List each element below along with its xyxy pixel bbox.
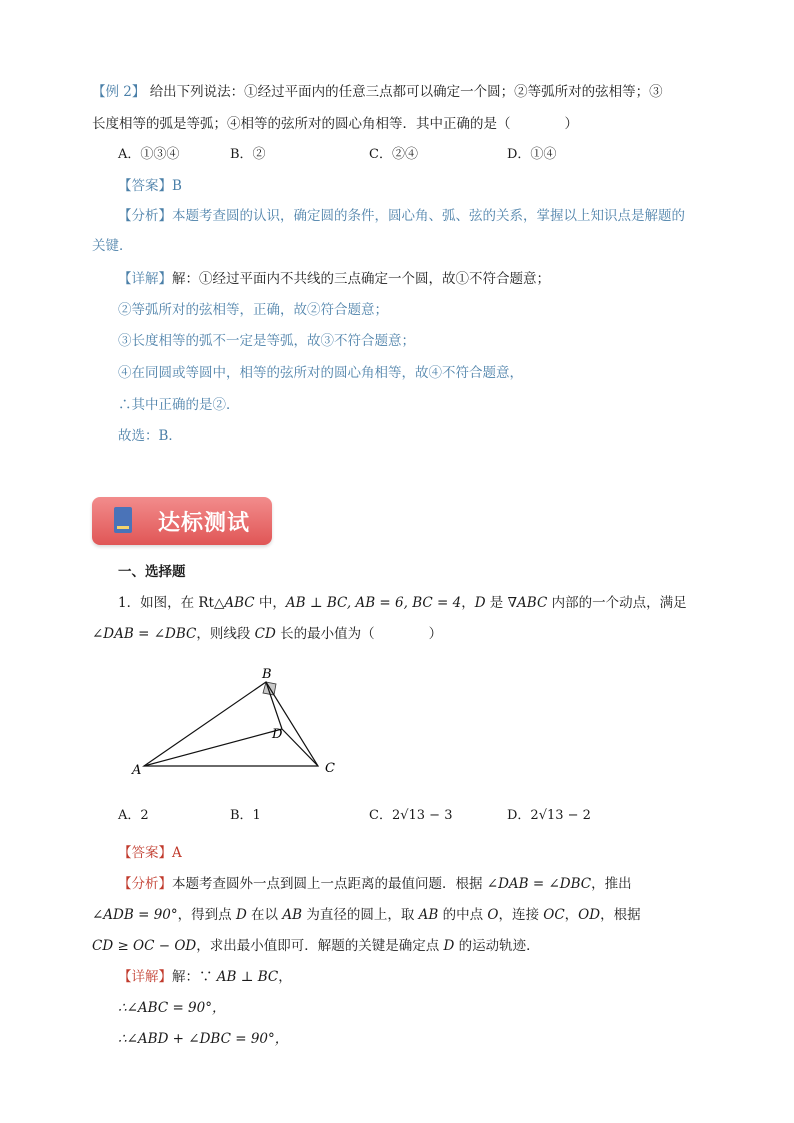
section-title: 一、选择题 [118,564,186,580]
q1-option-a: A．2 [118,808,149,823]
label-d: D [272,727,283,742]
label-c: C [325,761,335,776]
q1-analysis-ab-2: AB [418,907,439,923]
example-option-b: B．② [230,147,266,162]
q1-triangle-name-2: ABC [517,595,548,611]
section-banner [92,497,272,545]
q1-analysis-text-2c: 为直径的圆上，取 [302,907,419,923]
q1-analysis-ab: AB [282,907,303,923]
q1-analysis-line-3 [92,936,540,956]
q1-analysis-text-2e: 的中点 [438,907,488,923]
q1-detail-line-2: ∴∠ABC = 90°， [118,1000,226,1016]
q1-analysis-tag: 【分析】 [118,876,172,892]
example-question-text-1: 给出下列说法：①经过平面内的任意三点都可以确定一个圆；②等弧所对的弦相等；③ [149,84,663,100]
example-detail-line-3: ③长度相等的弧不一定是等弧，故③不符合题意； [118,333,415,349]
example-option-c: C．②④ [369,147,418,162]
q1-text-c: ， [461,595,475,611]
q1-analysis-text-2a: ，得到点 [177,907,236,923]
q1-detail-line-3: ∴∠ABD + ∠DBC = 90°， [118,1031,289,1047]
example-answer-tag: 【答案】 [118,178,172,194]
example-question-line-1 [92,82,663,102]
q1-option-d: D．2√13 − 2 [507,808,591,823]
example-tag: 【例 2】 [92,84,146,100]
example-detail-line-2: ②等弧所对的弦相等，正确，故②符合题意； [118,302,388,318]
example-detail-tag: 【详解】 [118,271,172,287]
q1-detail-tag: 【详解】 [118,969,172,985]
example-detail-line-4: ④在同圆或等圆中，相等的弦所对的圆心角相等，故④不符合题意， [118,365,523,381]
book-icon [114,507,132,533]
q1-line-2 [92,624,442,644]
q1-analysis-text-3b: 的运动轨迹． [454,938,540,954]
example-analysis-tag: 【分析】 [118,208,172,224]
example-detail-line-1 [118,269,550,289]
q1-answer-tag: 【答案】 [118,845,172,861]
q1-analysis-line-2 [92,905,641,925]
q1-detail-math-1: AB ⊥ BC [216,969,279,985]
example-answer-value: B [172,178,182,194]
q1-detail-text-1a: 解：∵ [172,969,217,985]
q1-analysis-text-2g: ， [564,907,579,923]
q1-option-b: B．1 [230,808,261,823]
example-detail-text-1: 解：①经过平面内不共线的三点确定一个圆，故①不符合题意； [172,271,550,287]
q1-analysis-line-1 [118,874,632,894]
q1-detail-line-1 [118,967,292,987]
example-option-a: A．①③④ [118,147,180,162]
q1-text-b: 中， [254,595,286,611]
q1-analysis-math-3: CD ≥ OC − OD [92,938,197,954]
label-a: A [132,763,142,778]
q1-condition: AB ⊥ BC, AB = 6, BC = 4 [285,595,462,611]
q1-analysis-oc: OC [543,907,565,923]
q1-analysis-d: D [235,907,247,923]
triangle-abc [144,682,318,766]
banner-title: 达标测试 [158,511,251,536]
example-analysis-line-1 [118,206,685,226]
segment-ad [144,729,282,766]
q1-point-d: D [474,595,486,611]
q1-analysis-text-3a: ，求出最小值即可．解题的关键是确定点 [196,938,444,954]
example-option-d: D．①④ [507,147,557,162]
q1-detail-text-1b: ， [278,969,292,985]
example-answer [118,176,182,196]
q1-analysis-math-1: ∠DAB = ∠DBC [486,876,592,892]
q1-analysis-text-2f: ，连接 [498,907,544,923]
q1-text-2b: 长的最小值为（ ） [275,626,443,642]
label-b: B [262,667,272,682]
q1-analysis-text-2h: ，根据 [600,907,641,923]
q1-option-c: C．2√13 − 3 [369,808,453,823]
q1-text-2a: ，则线段 [196,626,255,642]
q1-triangle-name: ABC [224,595,255,611]
q1-analysis-d-2: D [443,938,455,954]
q1-angle-condition: ∠DAB = ∠DBC [92,626,197,642]
q1-analysis-o: O [487,907,499,923]
example-detail-line-5: ∴其中正确的是②． [118,397,240,413]
example-analysis-line-2: 关键． [92,238,133,254]
q1-answer-value: A [172,845,182,861]
q1-answer [118,843,182,863]
example-analysis-text-1: 本题考查圆的认识，确定圆的条件，圆心角、弧、弦的关系，掌握以上知识点是解题的 [172,208,685,224]
q1-analysis-text-1a: 本题考查圆外一点到圆上一点距离的最值问题．根据 [172,876,487,892]
q1-text-a: 1．如图，在 Rt△ [118,595,225,611]
q1-analysis-text-2b: 在以 [246,907,283,923]
triangle-figure [0,660,794,820]
q1-analysis-text-1b: ，推出 [591,876,632,892]
q1-text-g: 内部的一个动点，满足 [547,595,687,611]
q1-analysis-math-2: ∠ADB = 90° [92,907,178,923]
q1-segment-cd: CD [254,626,276,642]
example-question-line-2: 长度相等的弧是等弧；④相等的弦所对的圆心角相等．其中正确的是（ ） [92,116,578,132]
segment-cd [282,729,318,766]
q1-analysis-od: OD [578,907,601,923]
example-detail-line-6: 故选：B． [118,428,182,444]
q1-line-1 [118,593,687,613]
q1-text-e: 是 ∇ [485,595,518,611]
